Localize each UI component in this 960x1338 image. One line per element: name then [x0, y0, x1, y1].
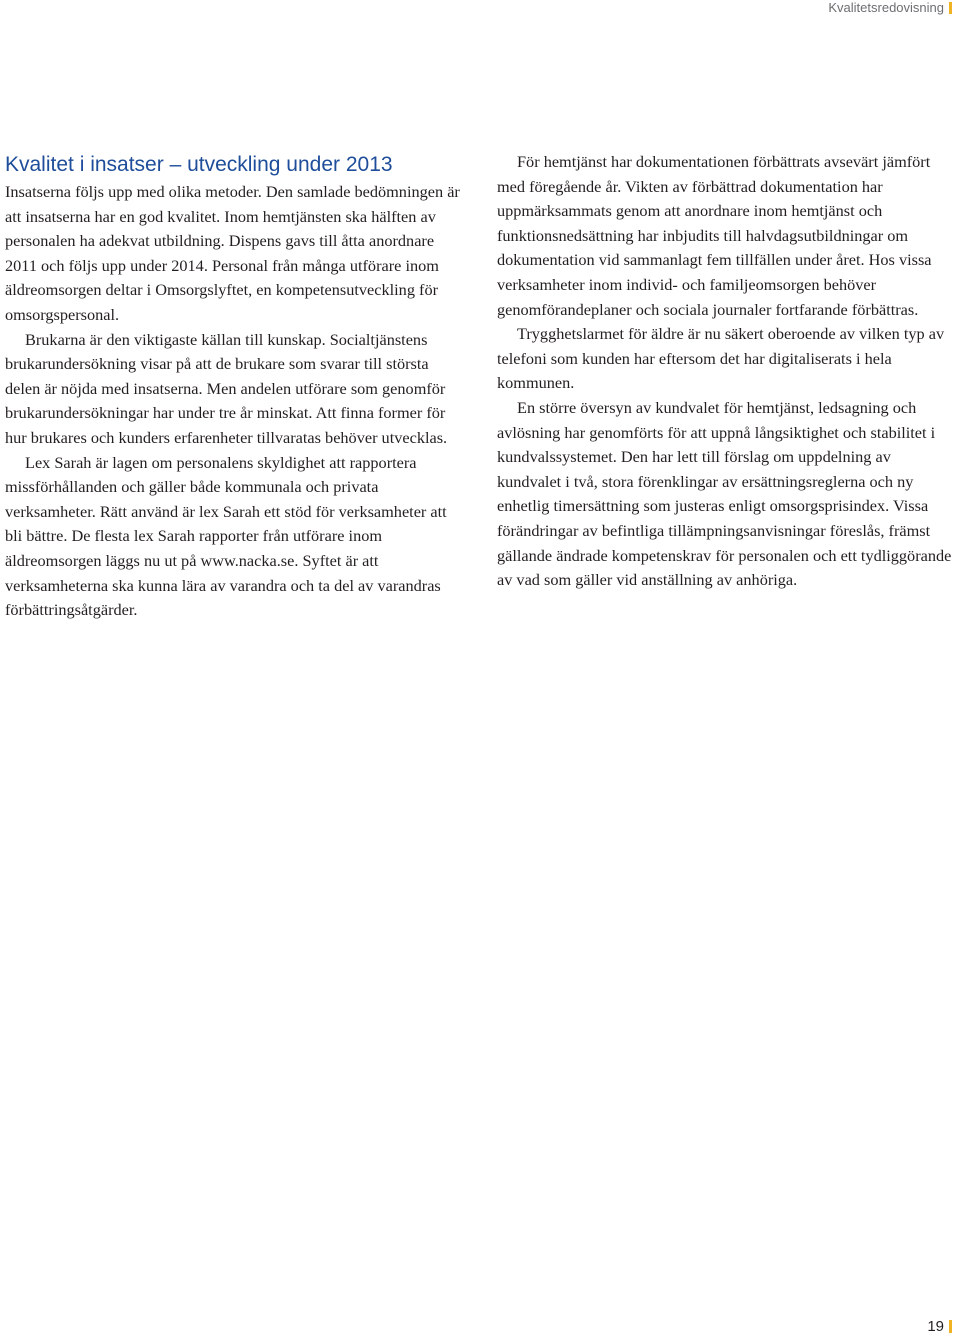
- page-number: 19: [927, 1318, 944, 1335]
- section-title: Kvalitet i insatser – utveckling under 2013: [5, 153, 393, 176]
- running-header-title: Kvalitetsredovisning: [828, 0, 944, 15]
- footer-accent-bar: [949, 1320, 952, 1333]
- right-paragraph-3: En större översyn av kundvalet för hemtjänst, ledsagning och avlösning har genomförts för att uppnå långsiktighet och stabilitet i kundvalssystemet. Den har lett till förslag om uppdelning av kundvalet i två, stora förenklingar av ersättningsreglerna och ny enhetlig timersättning som justeras enligt omsorgsprisindex. Vissa förändringar av befintliga tillämpningsanvisningar föreslås, främst gällande ändrade kompetenskrav för personalen och ett tydliggörande av vad som gäller vid anställning av anhöriga.: [497, 397, 952, 590]
- left-paragraph-3: Lex Sarah är lagen om personalens skyldighet att rapportera missförhållanden och gäller både kommunala och privata verksamheter. Rätt använd är lex Sarah ett stöd för verksamheter att bli bättre. De flesta lex Sarah rapporter från utförare inom äldreomsorgen läggs nu ut på www.nacka.se. Syftet är att verksamheterna ska kunna lära av varandra och ta del av varandras förbättringsåtgärder.: [5, 452, 447, 620]
- right-column: [497, 150, 952, 593]
- left-paragraph-2: Brukarna är den viktigaste källan till kunskap. Socialtjänstens brukarundersökning visar på att de brukare som svarar till största delen är nöjda med insatserna. Men andelen utförare som genomför brukarundersökningar har under tre år minskat. Att finna former för hur brukares och kunders erfarenheter tillvaratas behöver utvecklas.: [5, 329, 448, 447]
- page-footer: [927, 1318, 952, 1335]
- running-header: [828, 0, 952, 16]
- left-paragraph-1: Insatserna följs upp med olika metoder. Den samlade bedömningen är att insatserna har en god kvalitet. Inom hemtjänsten ska hälften av personalen ha adekvat utbildning. Dispens gavs till åtta anordnare 2011 och följs upp under 2014. Personal från många utförare inom äldreomsorgen deltar i Omsorgslyftet, en kompetensutveckling för omsorgspersonal.: [5, 182, 460, 324]
- left-column: [5, 150, 467, 623]
- right-paragraph-2: Trygghetslarmet för äldre är nu säkert oberoende av vilken typ av telefoni som kunden har eftersom det har digitaliserats i hela kommunen.: [497, 324, 945, 393]
- header-accent-bar: [949, 2, 952, 14]
- right-paragraph-1: För hemtjänst har dokumentationen förbättrats avsevärt jämfört med föregående år. Vikten av förbättrad dokumentation har uppmärksammats genom att anordnare inom hemtjänst och funktionsnedsättning har inbjudits till halvdagsutbildningar om dokumentation vid sammanlagt fem tillfällen under året. Hos vissa verksamheter inom individ- och familjeomsorgen behöver genomförandeplaner och sociala journaler fortfarande förbättras.: [497, 152, 932, 319]
